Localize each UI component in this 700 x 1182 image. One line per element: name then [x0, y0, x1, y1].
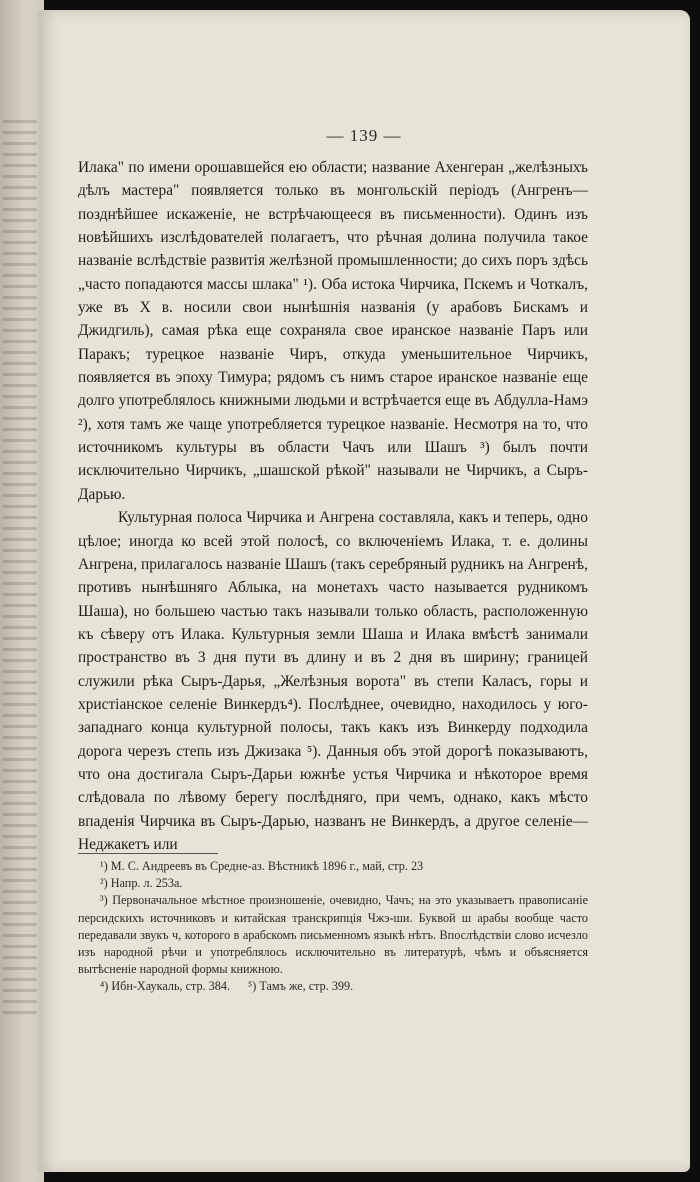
book-page: [38, 10, 690, 1172]
paragraph-2: Культурная полоса Чирчика и Ангрена составляла, какъ и теперь, одно цѣлое; иногда ко всей этой полосѣ, со включеніемъ Илака, т. е. долины Ангрена, прилагалось названіе Шашъ (такъ серебряный рудникъ на Ангренѣ, противъ нынѣшняго Аблыка, на монетахъ часто называется рудникомъ Шаша), но большею частью такъ называли только область, расположенную къ сѣверу отъ Илака. Культурныя земли Шаша и Илака вмѣстѣ занимали пространство въ 3 дня пути въ длину и въ 2 дня въ ширину; границей служили рѣка Сыръ-Дарья, „Желѣзныя ворота" въ степи Каласъ, горы и христіанское селеніе Винкердъ⁴). Послѣднее, очевидно, находилось у юго-западнаго конца культурной полосы, такъ какъ изъ Винкерду подходила дорога черезъ степь изъ Джизака ⁵). Данныя объ этой дорогѣ показываютъ, что она достигала Сыръ-Дарьи южнѣе устья Чирчика и нѣкоторое время слѣдовала по лѣвому берегу послѣдняго, при чемъ, однако, какъ мѣсто впаденія Чирчика въ Сыръ-Дарью, названъ не Винкердъ, а другое селеніе—Неджакетъ или: [78, 509, 588, 853]
footnotes: [78, 853, 588, 996]
footnote-1: ¹) М. С. Андреевъ въ Средне-аз. Вѣстникѣ 1896 г., май, стр. 23: [100, 859, 424, 873]
page-number: — 139 —: [326, 126, 402, 145]
facing-page-text-fragment: [3, 120, 37, 1020]
footnote-4-5: [78, 978, 588, 995]
footnote-4: ⁴) Ибн-Хаукаль, стр. 384.: [100, 979, 231, 994]
footnote-3: ³) Первоначальное мѣстное произношеніе, очевидно, Чачъ; на это указываетъ правописаніе персидскихъ источниковъ и китайская транскрипція Чжэ-ши. Буквой ш арабы вообще часто передавали звукъ ч, которого в арабскомъ письменномъ языкѣ нѣтъ. Впослѣдствіи слово исчезло изъ народной рѣчи и употреблялось исключительно въ литературѣ, чѣмъ и объясняется вытѣсненіе народной формы книжною.: [78, 893, 588, 977]
paragraph-1: Илака" по имени орошавшейся ею области; название Ахенгеран „желѣзныхъ дѣлъ мастера" появляется только въ монгольскій періодъ (Ангренъ—позднѣйшее искаженіе, не встрѣчающееся въ письменности). Одинъ изъ новѣйшихъ изслѣдователей полагаетъ, что рѣчная долина получила такое названіе вслѣдствіе развитія желѣзной промышленности; до сихъ поръ здѣсь „часто попадаются массы шлака" ¹). Оба истока Чирчика, Пскемъ и Чоткалъ, уже въ X в. носили свои нынѣшнія названія (у арабовъ Бискамъ и Джидгиль), самая рѣка еще сохраняла свое иранское названіе Паръ или Паракъ; турецкое названіе Чиръ, откуда уменьшительное Чирчикъ, появляется въ эпоху Тимура; рядомъ съ нимъ старое иранское названіе еще долго употреблялось книжными людьми и встрѣчается еще въ Абдулла-Намэ ²), хотя тамъ же чаще употребляется турецкое названіе. Несмотря на то, что источникомъ культуры въ области Чачъ или Шашъ ³) былъ почти исключительно Чирчикъ, „шашской рѣкой" называли не Чирчикъ, а Сыръ-Дарью.: [78, 159, 588, 503]
footnote-2: ²) Напр. л. 253а.: [100, 876, 183, 891]
footnote-5: ⁵) Тамъ же, стр. 399.: [248, 979, 354, 994]
main-text: [78, 156, 588, 856]
footnote-rule: [78, 853, 218, 854]
